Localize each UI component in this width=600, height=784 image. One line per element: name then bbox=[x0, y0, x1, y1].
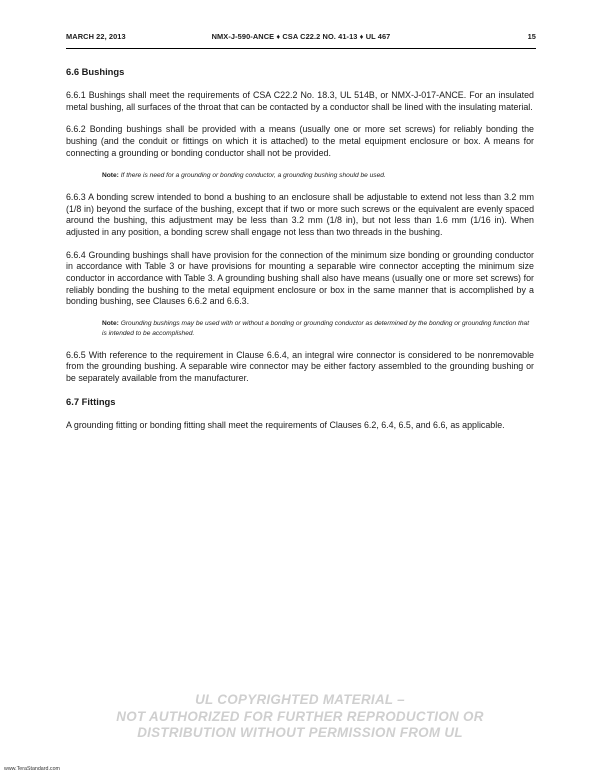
note-text: If there is need for a grounding or bonding conductor, a grounding bushing should be used. bbox=[120, 171, 386, 179]
footer-site-text: www.TeraStandard.com bbox=[4, 766, 60, 772]
watermark-line: UL COPYRIGHTED MATERIAL – bbox=[195, 692, 405, 707]
header-standards: NMX-J-590-ANCE ♦ CSA C22.2 NO. 41-13 ♦ UL 467 bbox=[211, 32, 391, 41]
page-number: 15 bbox=[527, 32, 536, 41]
watermark-line: NOT AUTHORIZED FOR FURTHER REPRODUCTION OR bbox=[116, 708, 484, 724]
note-6-6-2 bbox=[102, 171, 534, 181]
clause-6-6-1: 6.6.1 Bushings shall meet the requirements of CSA C22.2 No. 18.3, UL 514B, or NMX-J-017-ANCE. For an insulated metal bushing, all surfaces of the throat that can be contacted by a conductor shall be lined with the insulating material. bbox=[66, 90, 534, 112]
clause-6-6-5: 6.6.5 With reference to the requirement in Clause 6.6.4, an integral wire connector is considered to be nonremovable from the grounding bushing. A separable wire connector may be either factory assembled to the grounding bushing or be separately available from the manufacturer. bbox=[66, 349, 534, 384]
header-date: MARCH 22, 2013 bbox=[66, 32, 126, 41]
page-header bbox=[66, 32, 536, 49]
section-6-6-heading: 6.6 Bushings bbox=[66, 66, 125, 77]
note-6-6-4 bbox=[102, 319, 534, 340]
note-text: Grounding bushings may be used with or without a bonding or grounding conductor as determined by the bonding or grounding function that is intended to be accomplished. bbox=[102, 320, 530, 338]
section-6-7-heading: 6.7 Fittings bbox=[66, 395, 116, 407]
note-label: Note: bbox=[102, 171, 119, 179]
watermark-line: DISTRIBUTION WITHOUT PERMISSION FROM UL bbox=[137, 725, 463, 741]
page-content bbox=[66, 66, 534, 432]
clause-6-6-2: 6.6.2 Bonding bushings shall be provided with a means (usually one or more set screws) for reliably bonding the bushing (and the conduit or fittings on which it is attached) to the metal equipment enclosure or box. A means for connecting a grounding or bonding conductor shall not be provided. bbox=[66, 124, 534, 158]
copyright-watermark bbox=[0, 692, 600, 742]
clause-6-7-text: A grounding fitting or bonding fitting shall meet the requirements of Clauses 6.2, 6.4, 6.5, and 6.6, as applicable. bbox=[66, 419, 505, 430]
clause-6-6-4: 6.6.4 Grounding bushings shall have provision for the connection of the minimum size bonding or grounding conductor in accordance with Table 3 or have provisions for mounting a separable wire connector accepting the minimum size conductor in accordance with Table 3. A grounding bushing shall also have means (usually one or more set screws) for reliably bonding the bushing to the metal equipment enclosure or box in the same manner that is accomplished by a bonding bushing, see Clauses 6.6.2 and 6.6.3. bbox=[66, 249, 534, 307]
note-label: Note: bbox=[102, 320, 119, 328]
clause-6-6-3: 6.6.3 A bonding screw intended to bond a bushing to an enclosure shall be adjustable to extend not less than 3.2 mm (1/8 in) beyond the surface of the bushing, except that if two or more such screws or the equivalent are evenly spaced around the bushing, this adjustment may be less than 3.2 mm (1/8 in), but not less than 1.6 mm (1/16 in). When adjusted in any position, a bonding screw shall engage not less than two threads in the bushing. bbox=[66, 191, 534, 237]
